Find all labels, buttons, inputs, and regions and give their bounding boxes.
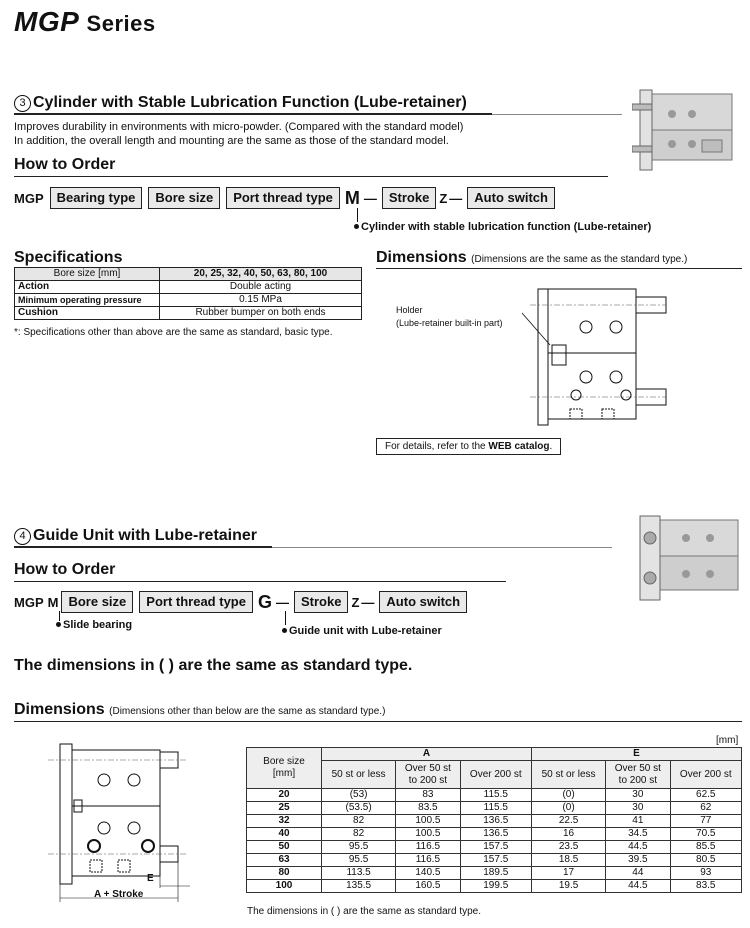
bore-size-cell: 80: [247, 867, 322, 880]
order-dash: —: [363, 190, 377, 206]
dimension-cell: 199.5: [460, 880, 531, 893]
series-word: Series: [86, 11, 156, 36]
section4-rule-tail: [272, 547, 612, 548]
spec-header-label: Bore size [mm]: [15, 268, 160, 281]
product-photo-lube-retainer: [632, 84, 738, 176]
order4-box-bore-size: Bore size: [61, 591, 133, 613]
dimension-table-body: [247, 789, 742, 893]
order-dash-2: —: [449, 190, 463, 206]
col-a-50-200st: Over 50 st to 200 st: [396, 761, 460, 789]
dimension-cell: (0): [531, 789, 605, 802]
order4-prefix: MGP: [14, 594, 44, 610]
callout-g-leader: [285, 611, 286, 625]
section3-dimensions-heading: Dimensions (Dimensions are the same as the standard type.): [376, 249, 688, 266]
specifications-table: [14, 267, 362, 320]
dimension-cell: 136.5: [460, 815, 531, 828]
product-photo-guide-unit: [632, 512, 742, 604]
table-row: [247, 802, 742, 815]
bore-size-cell: 100: [247, 880, 322, 893]
order4-box-auto-switch: Auto switch: [379, 591, 467, 613]
dimension-cell: 83: [396, 789, 460, 802]
dimension-cell: 160.5: [396, 880, 460, 893]
spec-header-value: 20, 25, 32, 40, 50, 63, 80, 100: [160, 268, 362, 281]
dimension-cell: 95.5: [322, 841, 396, 854]
holder-label: Holder: [396, 305, 423, 315]
table-row: [247, 880, 742, 893]
dimension-cell: 135.5: [322, 880, 396, 893]
drawing-label-a-stroke: A + Stroke: [94, 889, 144, 900]
dimension-footnote: The dimensions in ( ) are the same as standard type.: [247, 906, 482, 917]
bore-size-cell: 32: [247, 815, 322, 828]
dimension-cell: 82: [322, 815, 396, 828]
specifications-heading: Specifications: [14, 249, 123, 266]
dimension-cell: 30: [606, 789, 670, 802]
bore-size-cell: 40: [247, 828, 322, 841]
dimension-cell: 44: [606, 867, 670, 880]
dimension-cell: 83.5: [396, 802, 460, 815]
desc-line-1: Improves durability in environments with micro-powder. (Compared with the standard model): [14, 121, 464, 133]
callout-guide-unit: Guide unit with Lube-retainer: [282, 625, 442, 637]
unit-label: [mm]: [716, 735, 739, 746]
dimension-cell: 39.5: [606, 854, 670, 867]
dimension-cell: (53.5): [322, 802, 396, 815]
web-catalog-link: WEB catalog: [488, 441, 550, 452]
series-title: [14, 6, 156, 38]
section3-dimension-drawing: [490, 285, 670, 430]
col-bore-size: Bore size [mm]: [247, 748, 322, 789]
section4-how-to-order-heading: How to Order: [14, 561, 116, 578]
dimension-cell: 157.5: [460, 841, 531, 854]
table-row: [247, 828, 742, 841]
section4-dimensions-heading: Dimensions (Dimensions other than below are the same as standard type.): [14, 701, 386, 718]
dimension-cell: 100.5: [396, 815, 460, 828]
order4-box-stroke: Stroke: [294, 591, 348, 613]
spec-label-pressure: Minimum operating pressure: [15, 294, 160, 307]
bore-size-cell: 63: [247, 854, 322, 867]
section4-number: 4: [14, 528, 31, 545]
dimension-cell: 44.5: [606, 841, 670, 854]
dimension-cell: (53): [322, 789, 396, 802]
col-e-50-200st: Over 50 st to 200 st: [606, 761, 670, 789]
callout-lube-retainer: Cylinder with stable lubrication function (Lube-retainer): [354, 221, 651, 233]
section3-description: [14, 120, 463, 148]
bore-size-cell: 25: [247, 802, 322, 815]
table-row: [247, 841, 742, 854]
spec-footnote: *: Specifications other than above are the same as standard, basic type.: [14, 327, 333, 338]
order-z: Z: [439, 190, 448, 206]
order4-z: Z: [351, 594, 360, 610]
spec-value-pressure: 0.15 MPa: [160, 294, 362, 307]
table-row: [247, 815, 742, 828]
bore-size-cell: 50: [247, 841, 322, 854]
section4-order-code: [14, 591, 470, 613]
order-box-bearing-type: Bearing type: [50, 187, 143, 209]
dimension-cell: 18.5: [531, 854, 605, 867]
section4-title: [14, 527, 257, 545]
dimension-cell: (0): [531, 802, 605, 815]
model-name: MGP: [14, 6, 79, 37]
dimension-cell: 95.5: [322, 854, 396, 867]
spec-value-cushion: Rubber bumper on both ends: [160, 307, 362, 320]
section3-dimensions-rule: [376, 268, 742, 269]
bore-size-cell: 20: [247, 789, 322, 802]
dimension-cell: 157.5: [460, 854, 531, 867]
section4-dimensions-note: (Dimensions other than below are the same as standard type.): [109, 706, 386, 717]
dimension-cell: 80.5: [670, 854, 741, 867]
order-suffix-m: M: [344, 187, 360, 208]
table-row: [247, 867, 742, 880]
col-e-over200: Over 200 st: [670, 761, 741, 789]
dimension-cell: 77: [670, 815, 741, 828]
order-box-bore-size: Bore size: [148, 187, 220, 209]
dimension-cell: 136.5: [460, 828, 531, 841]
dimension-cell: 116.5: [396, 854, 460, 867]
dimension-cell: 140.5: [396, 867, 460, 880]
dimension-cell: 115.5: [460, 789, 531, 802]
how-to-order-rule-4: [14, 581, 506, 582]
dimension-cell: 100.5: [396, 828, 460, 841]
dimension-cell: 93: [670, 867, 741, 880]
order4-dash-2: —: [361, 594, 375, 610]
order4-box-port-thread: Port thread type: [139, 591, 253, 613]
web-catalog-note: For details, refer to the WEB catalog.: [376, 438, 561, 455]
col-group-e: E: [531, 748, 741, 761]
section4-statement: The dimensions in ( ) are the same as standard type.: [14, 657, 413, 674]
dimension-cell: 22.5: [531, 815, 605, 828]
table-row: [247, 854, 742, 867]
section3-order-code: [14, 187, 558, 209]
dimension-cell: 85.5: [670, 841, 741, 854]
dimension-cell: 62: [670, 802, 741, 815]
section3-rule-tail: [492, 114, 622, 115]
section3-rule: [14, 113, 492, 115]
dimension-cell: 16: [531, 828, 605, 841]
order-box-auto-switch: Auto switch: [467, 187, 555, 209]
dimension-cell: 83.5: [670, 880, 741, 893]
order-box-port-thread: Port thread type: [226, 187, 340, 209]
spec-value-action: Double acting: [160, 281, 362, 294]
desc-line-2: In addition, the overall length and mounting are the same as those of the standard model.: [14, 135, 449, 147]
dimension-cell: 17: [531, 867, 605, 880]
col-group-a: A: [322, 748, 532, 761]
drawing-label-e: E: [147, 873, 154, 884]
dimension-cell: 34.5: [606, 828, 670, 841]
dimension-cell: 30: [606, 802, 670, 815]
how-to-order-rule-3: [14, 176, 608, 177]
callout-slide-bearing: Slide bearing: [56, 619, 132, 631]
order4-dash: —: [275, 594, 289, 610]
dimension-cell: 116.5: [396, 841, 460, 854]
spec-label-action: Action: [15, 281, 160, 294]
col-a-50st: 50 st or less: [322, 761, 396, 789]
order4-m: M: [47, 594, 59, 610]
callout-leader: [357, 208, 358, 222]
section3-number: 3: [14, 95, 31, 112]
section4-rule: [14, 546, 272, 548]
dimension-cell: 82: [322, 828, 396, 841]
col-a-over200: Over 200 st: [460, 761, 531, 789]
section3-dimensions-note: (Dimensions are the same as the standard type.): [471, 254, 688, 265]
order4-g: G: [257, 591, 272, 612]
dimension-cell: 41: [606, 815, 670, 828]
spec-label-cushion: Cushion: [15, 307, 160, 320]
order-prefix: MGP: [14, 190, 44, 206]
dimension-cell: 23.5: [531, 841, 605, 854]
dimension-cell: 113.5: [322, 867, 396, 880]
section4-title-text: Guide Unit with Lube-retainer: [33, 527, 258, 544]
dimension-cell: 62.5: [670, 789, 741, 802]
section4-dimension-drawing: [48, 736, 198, 904]
col-e-50st: 50 st or less: [531, 761, 605, 789]
table-row: [247, 789, 742, 802]
dimension-table: [246, 747, 742, 893]
dimension-cell: 115.5: [460, 802, 531, 815]
dimension-cell: 189.5: [460, 867, 531, 880]
dimension-cell: 44.5: [606, 880, 670, 893]
dimension-cell: 19.5: [531, 880, 605, 893]
order-box-stroke: Stroke: [382, 187, 436, 209]
section3-title-text: Cylinder with Stable Lubrication Function (Lube-retainer): [33, 94, 467, 111]
holder-sublabel: (Lube-retainer built-in part): [396, 318, 503, 328]
section3-title: [14, 94, 467, 112]
section4-dimensions-rule: [14, 721, 742, 722]
dimension-cell: 70.5: [670, 828, 741, 841]
section3-how-to-order-heading: How to Order: [14, 156, 116, 173]
